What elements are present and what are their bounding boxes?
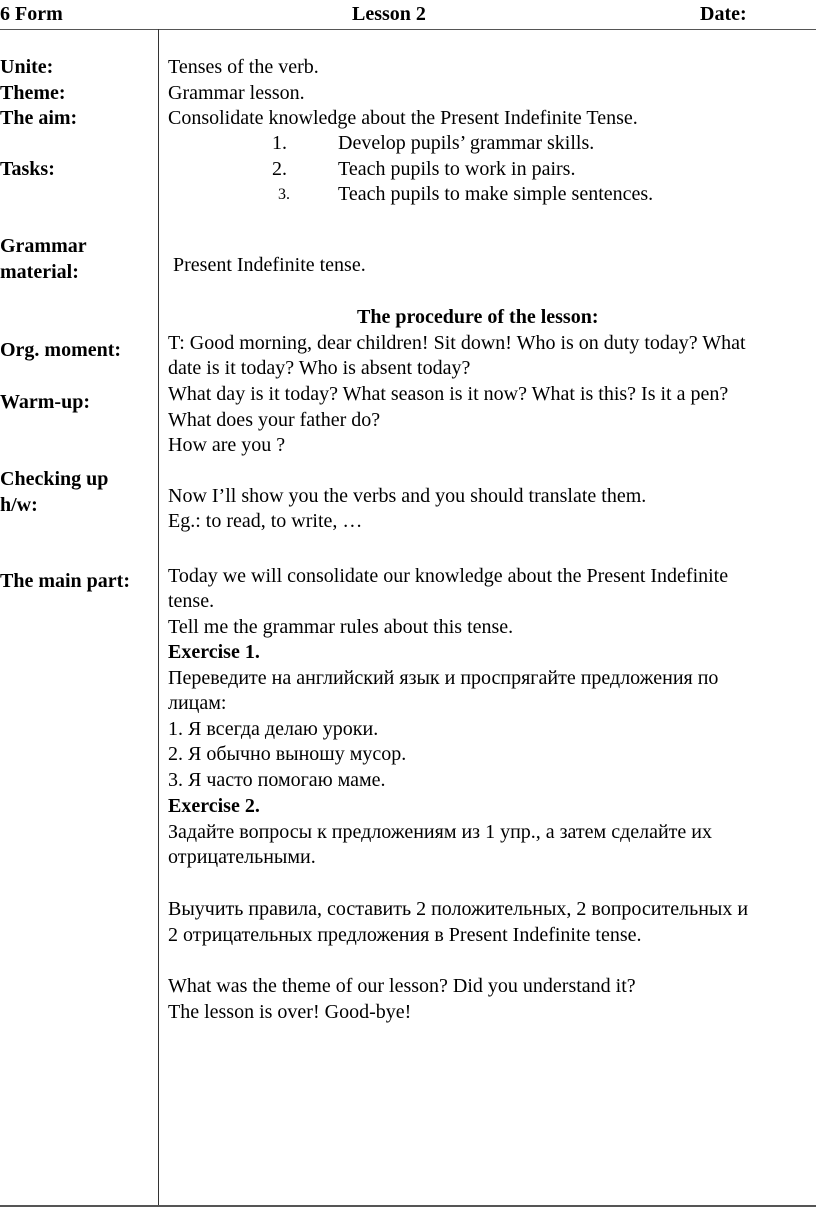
header-divider — [0, 29, 816, 30]
procedure-line: Переведите на английский язык и проспрягайте предложения по — [168, 667, 719, 689]
label-checking-2: h/w: — [0, 494, 38, 516]
label-unite: Unite: — [0, 56, 54, 78]
task-number: 1. — [272, 132, 287, 154]
procedure-line: 2. Я обычно выношу мусор. — [168, 743, 407, 765]
procedure-line: How are you ? — [168, 434, 286, 456]
procedure-line: Exercise 2. — [168, 795, 260, 817]
task-text: Develop pupils’ grammar skills. — [338, 132, 595, 154]
unite-text: Tenses of the verb. — [168, 56, 319, 78]
aim-text: Consolidate knowledge about the Present Indefinite Tense. — [168, 107, 638, 129]
label-warm-up: Warm-up: — [0, 391, 90, 413]
label-checking: Checking up — [0, 468, 109, 490]
procedure-line: tense. — [168, 590, 215, 612]
task-number: 3. — [278, 186, 290, 203]
procedure-line: Задайте вопросы к предложениям из 1 упр., а затем сделайте их — [168, 821, 713, 843]
procedure-line: 2 отрицательных предложения в Present Indefinite tense. — [168, 924, 642, 946]
label-main-part: The main part: — [0, 570, 130, 592]
procedure-line: Now I’ll show you the verbs and you should translate them. — [168, 485, 647, 507]
procedure-line: отрицательными. — [168, 846, 316, 868]
procedure-line: Eg.: to read, to write, … — [168, 510, 363, 532]
label-org-moment: Org. moment: — [0, 339, 122, 361]
procedure-line: T: Good morning, dear children! Sit down! Who is on duty today? What — [168, 332, 746, 354]
procedure-line: The lesson is over! Good-bye! — [168, 1001, 412, 1023]
procedure-line: лицам: — [168, 692, 227, 714]
task-number: 2. — [272, 158, 287, 180]
procedure-line: Today we will consolidate our knowledge about the Present Indefinite — [168, 565, 729, 587]
task-text: Teach pupils to work in pairs. — [338, 158, 576, 180]
label-theme: Theme: — [0, 82, 66, 104]
label-grammar-2: material: — [0, 261, 79, 283]
bottom-divider — [0, 1205, 816, 1207]
label-aim: The aim: — [0, 107, 78, 129]
procedure-line: Выучить правила, составить 2 положительных, 2 вопросительных и — [168, 898, 749, 920]
label-tasks: Tasks: — [0, 158, 55, 180]
theme-text: Grammar lesson. — [168, 82, 305, 104]
form-label: 6 Form — [0, 3, 63, 25]
procedure-line: 1. Я всегда делаю уроки. — [168, 718, 379, 740]
label-grammar: Grammar — [0, 235, 87, 257]
lesson-label: Lesson 2 — [352, 3, 426, 25]
procedure-line: Tell me the grammar rules about this tense. — [168, 616, 514, 638]
procedure-line: date is it today? Who is absent today? — [168, 357, 471, 379]
procedure-line: What was the theme of our lesson? Did you understand it? — [168, 975, 636, 997]
task-text: Teach pupils to make simple sentences. — [338, 183, 654, 205]
procedure-title: The procedure of the lesson: — [357, 306, 599, 328]
date-label: Date: — [700, 3, 747, 25]
grammar-text: Present Indefinite tense. — [173, 254, 366, 276]
procedure-line: 3. Я часто помогаю маме. — [168, 769, 386, 791]
procedure-line: What day is it today? What season is it now? What is this? Is it a pen? — [168, 383, 729, 405]
procedure-line: What does your father do? — [168, 409, 381, 431]
column-divider — [158, 29, 159, 1207]
procedure-line: Exercise 1. — [168, 641, 260, 663]
